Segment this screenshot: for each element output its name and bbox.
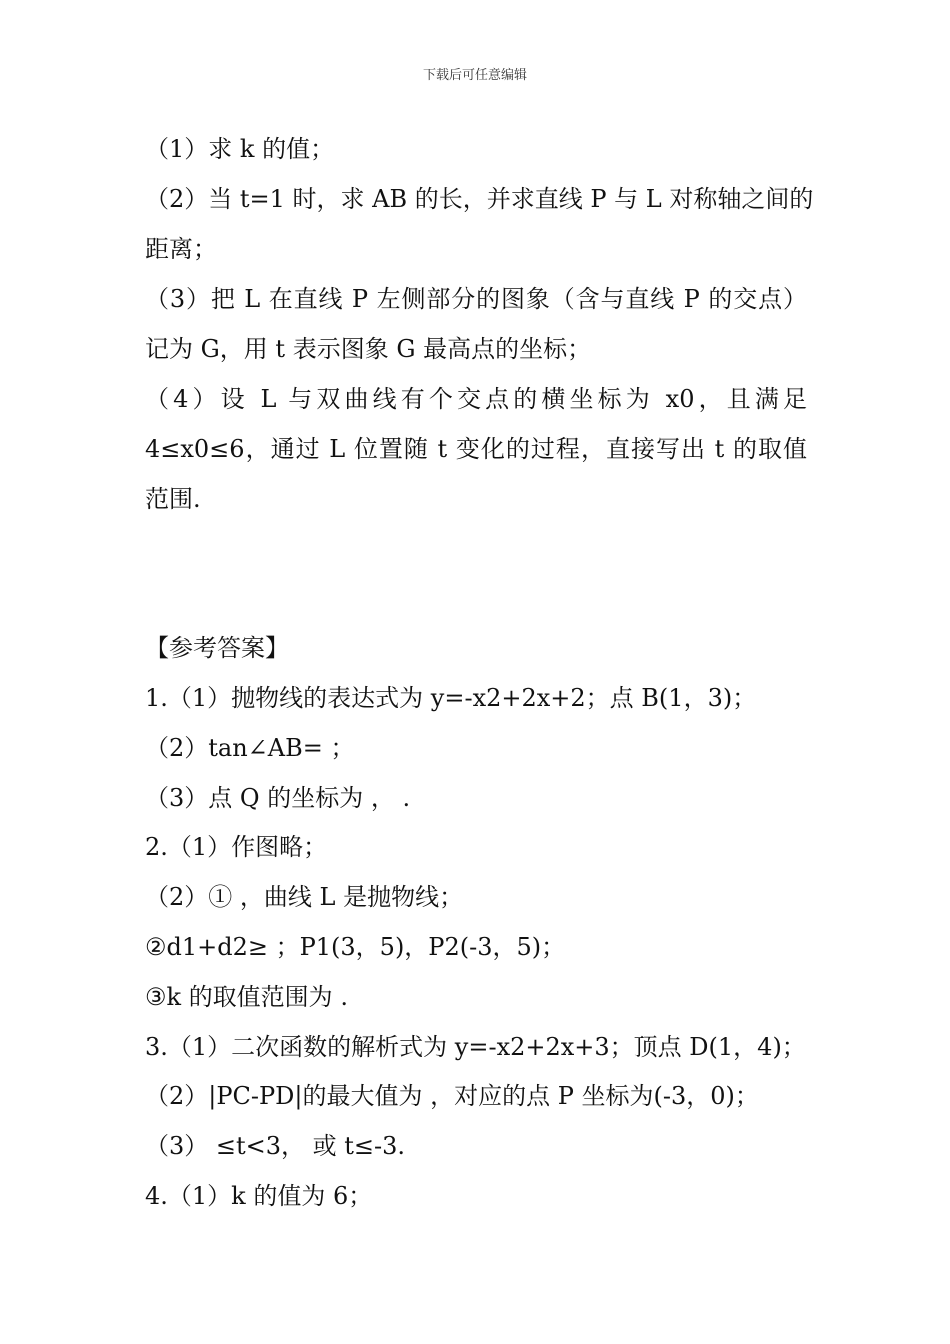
question-part-3-line-2: 记为 G，用 t 表示图象 G 最高点的坐标； (145, 335, 592, 363)
question-part-1: （1）求 k 的值； (145, 135, 335, 163)
answer-line: （3）点 Q 的坐标为 ， . (145, 784, 411, 812)
answer-line: （3） ≤t<3， 或 t≤-3. (145, 1132, 406, 1160)
question-part-4-line-1: （4）设 L 与双曲线有个交点的横坐标为 x0，且满足 (145, 385, 807, 413)
question-part-2-line-1: （2）当 t=1 时，求 AB 的长，并求直线 P 与 L 对称轴之间的 (145, 185, 814, 213)
answer-line: （2）|PC-PD|的最大值为 ，对应的点 P 坐标为(-3，0)； (145, 1082, 759, 1110)
question-part-3-line-1: （3）把 L 在直线 P 左侧部分的图象（含与直线 P 的交点） (145, 285, 807, 313)
page-header: 下载后可任意编辑 (422, 68, 527, 83)
answer-line: 2.（1）作图略； (145, 833, 328, 861)
answer-line: （2）tan∠AB= ； (145, 734, 355, 762)
answer-line: （2）① ，曲线 L 是抛物线； (145, 883, 464, 911)
question-part-4-line-3: 范围. (145, 485, 201, 513)
question-part-2-line-2: 距离； (145, 235, 217, 263)
answer-line: 1.（1）抛物线的表达式为 y=-x2+2x+2；点 B(1，3)； (145, 684, 757, 712)
answer-line: ②d1+d2≥ ；P1(3，5)，P2(-3，5)； (145, 933, 566, 961)
answers-title: 【参考答案】 (145, 634, 289, 662)
question-part-4-line-2: 4≤x0≤6，通过 L 位置随 t 变化的过程，直接写出 t 的取值 (145, 435, 807, 463)
answer-line: ③k 的取值范围为 . (145, 983, 348, 1011)
answer-line: 3.（1）二次函数的解析式为 y=-x2+2x+3；顶点 D(1，4)； (145, 1033, 806, 1061)
answer-line: 4.（1）k 的值为 6； (145, 1182, 373, 1210)
